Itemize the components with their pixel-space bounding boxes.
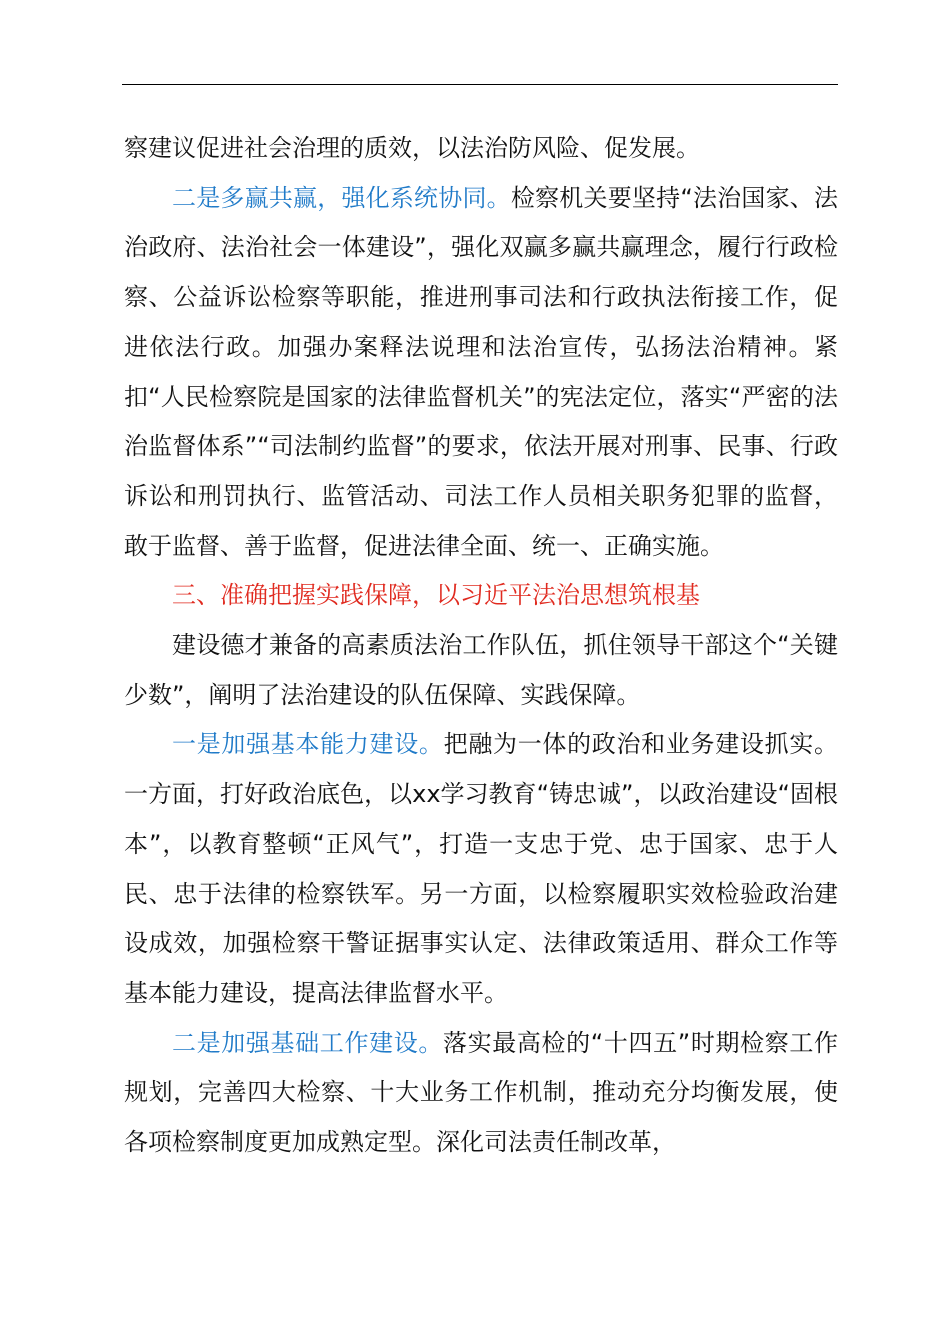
lead-phrase: 一是加强基本能力建设。	[172, 730, 444, 759]
paragraph-text: 落实最高检的“十四五”时期检察工作规划，完善四大检察、十大业务工作机制，推动充分均衡发展，使各项检察制度更加成熟定型。深化司法责任制改革，	[124, 1028, 838, 1157]
paragraph-text: 把融为一体的政治和业务建设抓实。一方面，打好政治底色，以xx学习教育“铸忠诚”，以政治建设“固根本”，以教育整顿“正风气”，打造一支忠于党、忠于国家、忠于人民、忠于法律的检察铁军。另一方面，以检察履职实效检验政治建设成效，加强检察干警证据事实认定、法律政策适用、群众工作等基本能力建设，提高法律监督水平。	[124, 730, 839, 1007]
paragraph-basic-work	[124, 1019, 838, 1168]
header-rule	[122, 84, 838, 85]
paragraph-basic-ability	[124, 720, 838, 1018]
paragraph-multi-win	[124, 174, 838, 572]
section-heading: 三、准确把握实践保障，以习近平法治思想筑根基	[172, 581, 700, 610]
document-body	[124, 124, 838, 1168]
lead-phrase: 二是多赢共赢，强化系统协同。	[172, 183, 511, 212]
lead-phrase: 二是加强基础工作建设。	[172, 1028, 443, 1057]
paragraph-continuation: 察建议促进社会治理的质效，以法治防风险、促发展。	[124, 134, 700, 162]
paragraph-team-building: 建设德才兼备的高素质法治工作队伍，抓住领导干部这个“关键少数”，阐明了法治建设的队伍保障、实践保障。	[124, 631, 838, 709]
paragraph-text: 检察机关要坚持“法治国家、法治政府、法治社会一体建设”，强化双赢多赢共赢理念，履行行政检察、公益诉讼检察等职能，推进刑事司法和行政执法衔接工作，促进依法行政。加强办案释法说理和法治宣传，弘扬法治精神。紧扣“人民检察院是国家的法律监督机关”的宪法定位，落实“严密的法治监督体系”“司法制约监督”的要求，依法开展对刑事、民事、行政诉讼和刑罚执行、监管活动、司法工作人员相关职务犯罪的监督，敢于监督、善于监督，促进法律全面、统一、正确实施。	[124, 183, 839, 560]
